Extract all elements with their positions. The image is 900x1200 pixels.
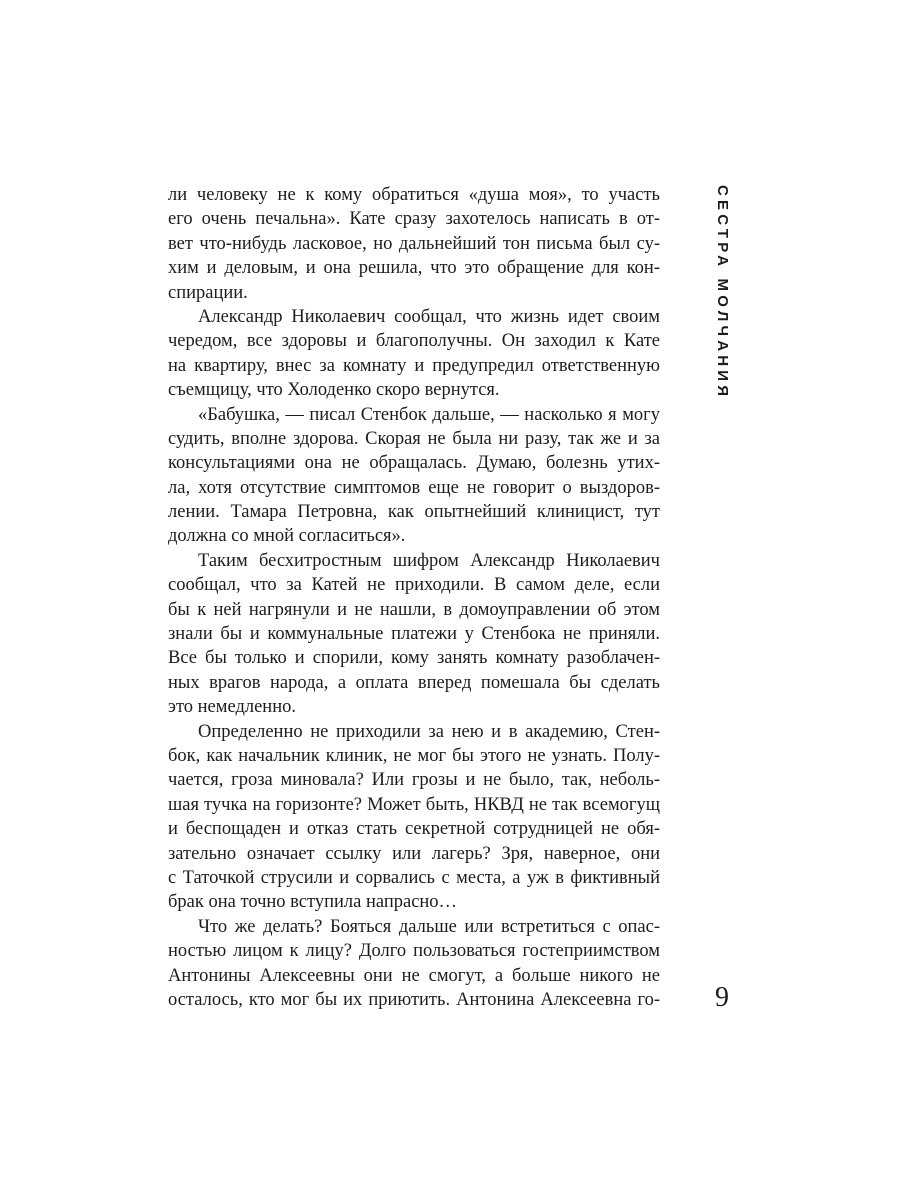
- text-line: Что же делать? Бояться дальше или встретиться с опас-: [198, 916, 660, 937]
- text-line: вет что-нибудь ласковое, но дальнейший тон письма был су-: [168, 233, 660, 254]
- text-line: Антонины Алексеевны они не смогут, а больше никого не: [168, 965, 660, 986]
- text-line: «Бабушка, — писал Стенбок дальше, — насколько я могу: [198, 404, 660, 425]
- text-line: чается, гроза миновала? Или грозы и не было, так, неболь-: [168, 770, 660, 791]
- text-line: осталось, кто мог бы их приютить. Антонина Алексеевна го-: [168, 989, 660, 1010]
- paragraph: [168, 305, 660, 403]
- text-line: это немедленно.: [168, 697, 296, 718]
- text-line: ла, хотя отсутствие симптомов еще не говорит о выздоров-: [168, 477, 660, 498]
- text-line: судить, вполне здорова. Скорая не была ни разу, так же и за: [168, 428, 660, 449]
- text-line: консультациями она не обращалась. Думаю, болезнь утих-: [168, 453, 660, 474]
- text-line: ностью лицом к лицу? Долго пользоваться гостеприимством: [168, 941, 660, 962]
- running-head: СЕСТРА МОЛЧАНИЯ: [714, 185, 731, 401]
- text-line: съемщицу, что Холоденко скоро вернутся.: [168, 380, 500, 401]
- text-line: хим и деловым, и она решила, что это обращение для кон-: [168, 258, 660, 279]
- paragraph: [168, 720, 660, 915]
- text-line: шая тучка на горизонте? Может быть, НКВД не так всемогущ: [168, 794, 660, 815]
- text-line: его очень печальна». Кате сразу захотелось написать в от-: [168, 209, 660, 230]
- text-line: бок, как начальник клиник, не мог бы этого не узнать. Полу-: [168, 745, 660, 766]
- text-line: Александр Николаевич сообщал, что жизнь идет своим: [198, 306, 660, 327]
- text-line: должна со мной согласиться».: [168, 526, 406, 547]
- text-line: ных врагов народа, а оплата вперед помешала бы сделать: [168, 672, 660, 693]
- text-line: спирации.: [168, 282, 248, 303]
- paragraph: [168, 915, 660, 1013]
- text-line: лении. Тамара Петровна, как опытнейший клиницист, тут: [168, 502, 660, 523]
- text-line: с Таточкой струсили и сорвались с места, а уж в фиктивный: [168, 867, 660, 888]
- page-number: 9: [715, 982, 729, 1013]
- text-line: бы к ней нагрянули и не нашли, в домоуправлении об этом: [168, 599, 660, 620]
- paragraph: [168, 403, 660, 549]
- text-line: ли человеку не к кому обратиться «душа моя», то участь: [168, 185, 660, 205]
- text-line: брак она точно вступила напрасно…: [168, 892, 458, 913]
- text-line: чередом, все здоровы и благополучны. Он заходил к Кате: [168, 331, 660, 352]
- body-text: [168, 183, 660, 1012]
- text-line: и беспощаден и отказ стать секретной сотрудницей не обя-: [168, 819, 660, 840]
- text-line: зательно означает ссылку или лагерь? Зря, наверное, они: [168, 843, 660, 864]
- text-line: Таким бесхитростным шифром Александр Николаевич: [198, 550, 660, 571]
- text-line: знали бы и коммунальные платежи у Стенбока не приняли.: [168, 624, 660, 645]
- text-line: на квартиру, внес за комнату и предупредил ответственную: [168, 355, 660, 376]
- paragraph: [168, 549, 660, 720]
- paragraph: [168, 183, 660, 305]
- text-line: Все бы только и спорили, кому занять комнату разоблачен-: [168, 648, 660, 669]
- text-line: Определенно не приходили за нею и в академию, Стен-: [198, 721, 660, 742]
- text-line: сообщал, что за Катей не приходили. В самом деле, если: [168, 575, 660, 596]
